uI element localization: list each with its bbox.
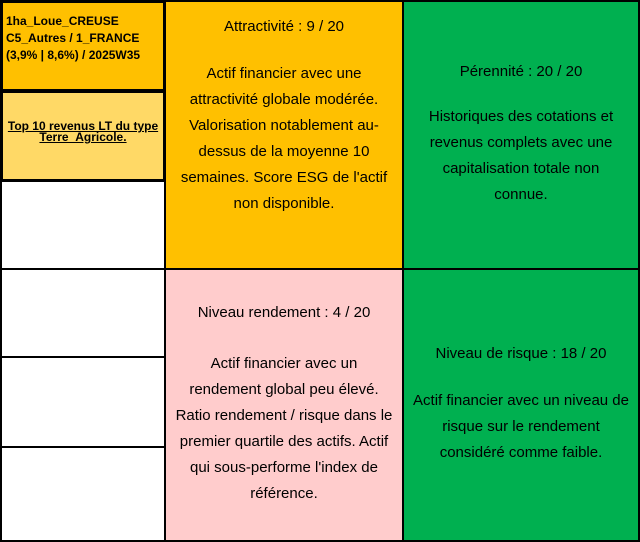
text-line: qui sous-performe l'index de [190, 459, 378, 476]
text-line: connue. [494, 186, 548, 203]
text-line: revenus complets avec une [429, 134, 613, 151]
risque-cell [403, 269, 639, 541]
text-line: dessus de la moyenne 10 [198, 143, 370, 160]
text-line: non disponible. [233, 195, 335, 212]
asset-name: 1ha_Loue_CREUSE [6, 14, 119, 28]
text-line: Actif financier avec une [206, 65, 362, 82]
top10-link-line1[interactable]: Top 10 revenus LT du type [7, 119, 159, 133]
perennite-cell [403, 1, 639, 269]
attractivite-title: Attractivité : 9 / 20 [223, 18, 345, 35]
perennite-text [429, 104, 613, 208]
text-line: considéré comme faible. [439, 444, 603, 461]
rendement-text [176, 351, 393, 507]
text-line: Ratio rendement / risque dans le [175, 407, 393, 424]
attractivite-cell [165, 1, 403, 269]
blank-cell [1, 181, 165, 269]
text-line: risque sur le rendement [442, 418, 600, 435]
text-line: Actif financier avec un niveau de [413, 392, 629, 409]
asset-header-cell [1, 1, 165, 91]
text-line: capitalisation totale non [442, 160, 600, 177]
text-line: Actif financier avec un [210, 355, 358, 372]
attractivite-text [181, 61, 387, 217]
asset-category: C5_Autres / 1_FRANCE [6, 31, 140, 45]
rendement-title: Niveau rendement : 4 / 20 [197, 304, 371, 321]
asset-rates-week: (3,9% | 8,6%) / 2025W35 [6, 48, 141, 62]
text-line: premier quartile des actifs. Actif [179, 433, 389, 450]
perennite-title: Pérennité : 20 / 20 [459, 63, 583, 80]
text-line: attractivité globale modérée. [189, 91, 379, 108]
blank-cell [1, 447, 165, 541]
text-line: semaines. Score ESG de l'actif [180, 169, 388, 186]
top10-link-cell[interactable] [1, 91, 165, 181]
text-line: Historiques des cotations et [428, 108, 614, 125]
text-line: référence. [250, 485, 318, 502]
blank-cell [1, 269, 165, 357]
risque-text [413, 388, 629, 466]
blank-cell [1, 357, 165, 447]
risque-title: Niveau de risque : 18 / 20 [435, 345, 607, 362]
top10-link-line2[interactable]: Terre_Agricole. [39, 130, 127, 144]
text-line: Valorisation notablement au- [189, 117, 379, 134]
rendement-cell [165, 269, 403, 541]
text-line: rendement global peu élevé. [189, 381, 379, 398]
